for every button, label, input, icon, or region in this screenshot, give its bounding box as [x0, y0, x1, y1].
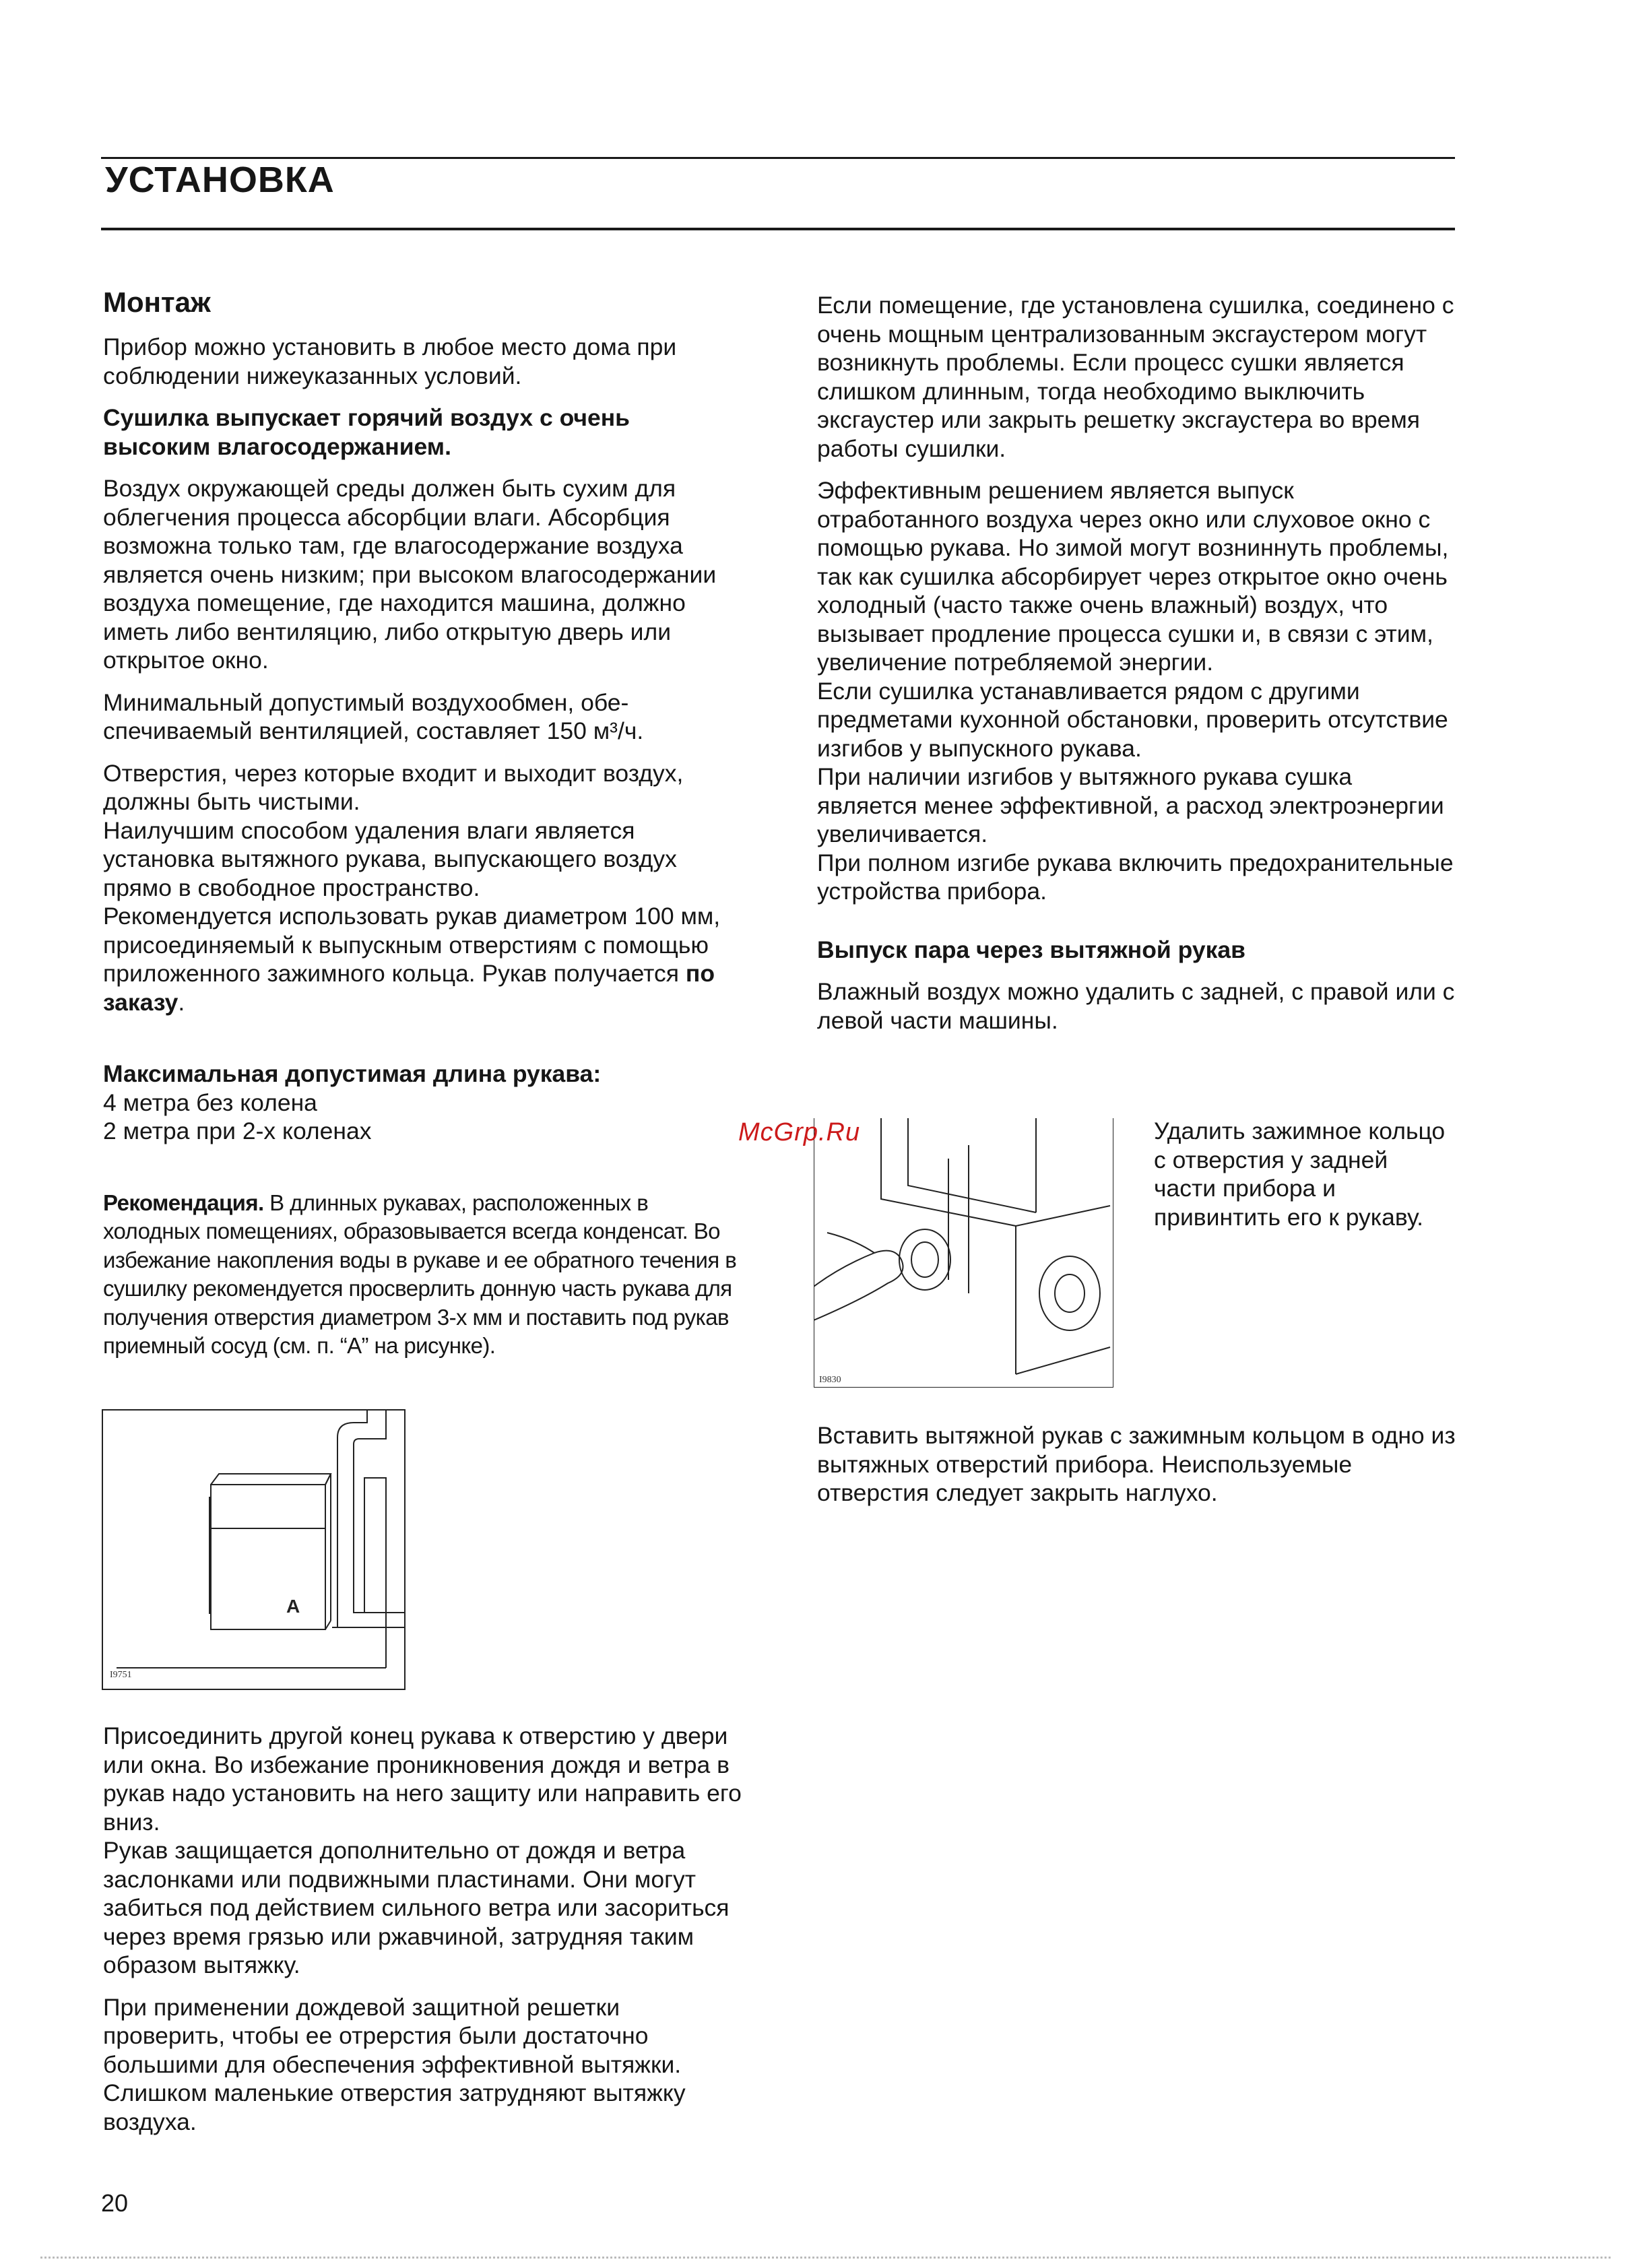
paragraph-insert: Вставить вытяжной рукав с зажимным кольцом в одно из вытяжных отверстий прибора. Неиспользуемые отверстия следует закрыть наглухо.: [817, 1422, 1456, 1506]
header-rule-top: [101, 157, 1455, 159]
right-column: [817, 291, 1457, 1048]
figure-2-caption-block: [1154, 1117, 1450, 1245]
figure-hose-diagram: [102, 1409, 406, 1690]
paragraph-central-exhaust: Если помещение, где установлена сушилка, соединено с очень мощным централизованным эксгаустером могут возникнуть проблемы. Если процесс сушки является слишком длинным, тогда необходимо выключить эксгаустер или закрыть решетку эксгаустера во время работы сушилки.: [817, 292, 1454, 462]
hose-text: Рекомендуется использовать рукав диаметром 100 мм, присоединяемый к выпускным отверстиям с помощью приложенного зажимного кольца. Рукав получается: [103, 903, 721, 987]
paragraph-recommendation: [103, 1189, 743, 1361]
left-column-lower: [103, 1722, 743, 2149]
section-heading-mounting: Монтаж: [103, 286, 211, 318]
paragraph-protect: Рукав защищается дополнительно от дождя и ветра заслонками или подвижными пластинами. Они могут забиться под действием сильного ветра или засориться через время грязью или ржавчиной, затрудняя таким образом вытяжку.: [103, 1837, 730, 1978]
page-number: 20: [101, 2189, 129, 2217]
right-column-lower: [817, 1421, 1457, 1521]
max-length-line-1: 4 метра без колена: [103, 1089, 317, 1116]
watermark: McGrp.Ru: [738, 1118, 861, 1146]
clamp-ring-illustration: [814, 1118, 1113, 1388]
recommendation-label: Рекомендация.: [103, 1190, 264, 1215]
figure-2-code: I9830: [819, 1375, 841, 1385]
page-title: УСТАНОВКА: [105, 160, 335, 200]
recommendation-text: В длинных рукавах, расположенных в холодных помещениях, образовывается всегда конденсат. Во избежание накопления воды в рукаве и ее обратного течения в сушилку рекомендуется просверлить донную часть рукава для получения отверстия диаметром 3-х мм и поставить под рукав приемный сосуд (см. п. “A” на рисунке).: [103, 1190, 737, 1359]
figure-clamp-ring: [814, 1118, 1113, 1388]
paragraph-air: Воздух окружающей среды должен быть сухим для облегчения процесса абсорбции влаги. Абсорбция возможна только там, где влагосодержание воздуха является очень низким; при высоком влагосодержании воздуха помещение, где находится машина, должно иметь либо вентиляцию, либо открытую дверь или открытое окно.: [103, 475, 717, 674]
max-length-heading: Максимальная допустимая длина рукава:: [103, 1060, 602, 1088]
paragraph-effective: Эффективным решением является выпуск отработанного воздуха через окно или слуховое окно с помощью рукава. Но зимой могут возниннуть проблемы, так как сушилка абсорбирует через открытое окно очень холодный (часто также очень влажный) воздух, что вызывает продление процесса сушки и, в связи с этим, увеличение потребляемой энергии.: [817, 477, 1449, 676]
hose-order: по заказу: [103, 960, 715, 1016]
figure-label-a: A: [286, 1596, 300, 1617]
bold-note: Сушилка выпускает горячий воздух с очень высоким влагосодержанием.: [103, 404, 630, 460]
figure-1-code: I9751: [110, 1670, 132, 1680]
figure-2-caption: Удалить зажимное кольцо с отверстия у задней части прибора и привинтить его к рукаву.: [1154, 1117, 1446, 1231]
scan-edge-dots: [40, 2257, 1611, 2259]
paragraph-full-bend: При полном изгибе рукава включить предохранительные устройства прибора.: [817, 849, 1454, 905]
paragraph-connect: Присоединить другой конец рукава к отверстию у двери или окна. Во избежание проникновения дождя и ветра в рукав надо установить на него защиту или направить его вниз.: [103, 1722, 742, 1836]
paragraph-intro: Прибор можно установить в любое место дома при соблюдении нижеуказанных условий.: [103, 333, 677, 389]
paragraph-min-exchange: Минимальный допустимый воздухообмен, обе-спечиваемый вентиляцией, составляет 150 м³/ч.: [103, 688, 644, 745]
max-length-line-2: 2 метра при 2-х коленах: [103, 1117, 372, 1145]
paragraph-grid: При применении дождевой защитной решетки проверить, чтобы ее отрерстия были достаточно большими для обеспечения эффективной вытяжки. Слишком маленькие отверстия затрудняют вытяжку воздуха.: [103, 1993, 686, 2135]
header-rule-bottom: [101, 228, 1455, 230]
paragraph-hose: [103, 902, 743, 1016]
paragraph-best-method: Наилучшим способом удаления влаги является установка вытяжного рукава, выпускающего воздух прямо в свободное пространство.: [103, 816, 677, 901]
paragraph-kitchen: Если сушилка устанавливается рядом с другими предметами кухонной обстановки, проверить отсутствие изгибов у выпускного рукава.: [817, 677, 1448, 762]
left-column: [103, 287, 743, 1374]
paragraph-bends: При наличии изгибов у вытяжного рукава сушка является менее эффективной, а расход электроэнергии увеличивается.: [817, 763, 1444, 847]
hose-end: .: [178, 988, 185, 1016]
steam-heading: Выпуск пара через вытяжной рукав: [817, 936, 1245, 963]
paragraph-holes: Отверстия, через которые входит и выходит воздух, должны быть чистыми.: [103, 759, 684, 816]
dryer-hose-illustration: [103, 1411, 404, 1689]
paragraph-moist-air: Влажный воздух можно удалить с задней, с правой или с левой части машины.: [817, 978, 1455, 1034]
